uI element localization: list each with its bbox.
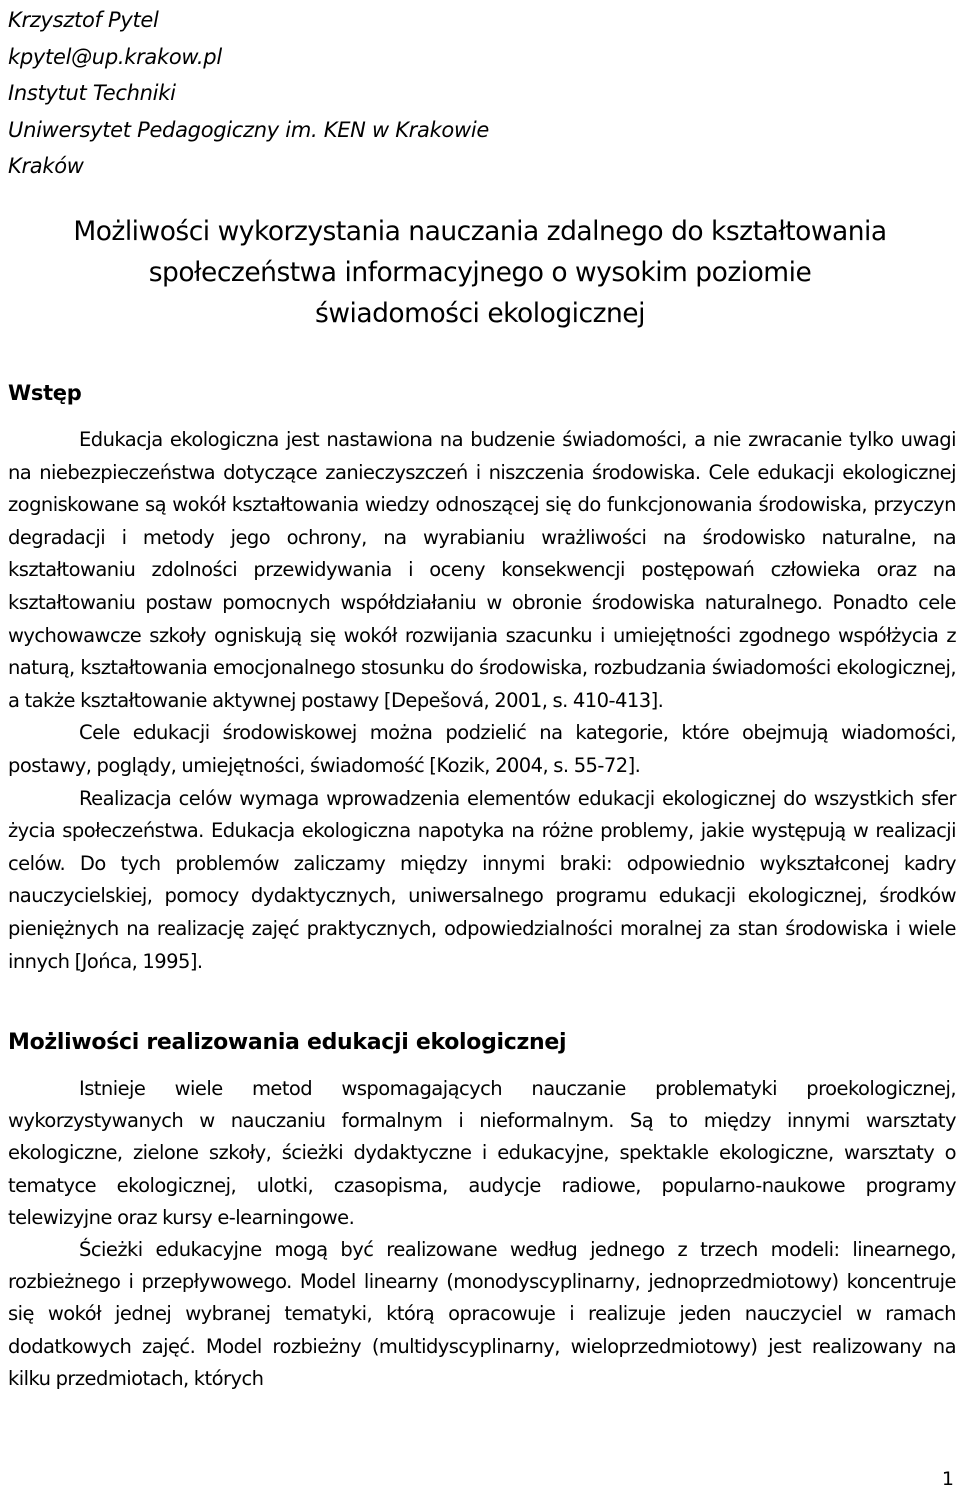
author-department: Instytut Techniki xyxy=(8,81,176,105)
page-number: 1 xyxy=(941,1468,954,1490)
paragraph: Ścieżki edukacyjne mogą być realizowane według jednego z trzech modeli: linearnego, rozbieżnego i przepływowego. Model linearny (monodyscyplinarny, jednoprzedmiotowy) koncentruje się wokół jednej wybranej tematyki, którą opracowuje i realizuje jeden nauczyciel w ramach dodatkowych zajęć. Model rozbieżny (multidyscyplinarny, wieloprzedmiotowy) jest realizowany na kilku przedmiotach, których xyxy=(8,1238,956,1390)
paper-title xyxy=(0,211,960,334)
paragraph: Realizacja celów wymaga wprowadzenia elementów edukacji ekologicznej do wszystkich sfer życia społeczeństwa. Edukacja ekologiczna napotyka na różne problemy, jakie występują w realizacji celów. Do tych problemów zaliczamy między innymi braki: odpowiednio wykształconej kadry nauczycielskiej, pomocy dydaktycznych, uniwersalnego programu edukacji ekologicznej, środków pieniężnych na realizację zajęć praktycznych, odpowiedzialności moralnej za stan środowiska i wiele innych [Jońca, 1995]. xyxy=(8,786,956,973)
title-line-2: społeczeństwa informacyjnego o wysokim poziomie xyxy=(148,257,812,288)
section-heading-possibilities: Możliwości realizowania edukacji ekologicznej xyxy=(8,1030,567,1055)
section-body-intro xyxy=(8,424,956,978)
author-email: kpytel@up.krakow.pl xyxy=(8,44,222,69)
author-block xyxy=(8,2,489,185)
paragraph: Istnieje wiele metod wspomagających nauczanie problematyki proekologicznej, wykorzystywanych w nauczaniu formalnym i nieformalnym. Są to między innymi warsztaty ekologiczne, zielone szkoły, ścieżki dydaktyczne i edukacyjne, spektakle ekologiczne, warsztaty o tematyce ekologicznej, ulotki, czasopisma, audycje radiowe, popularno-naukowe programy telewizyjne oraz kursy e-learningowe. xyxy=(8,1077,956,1229)
author-university: Uniwersytet Pedagogiczny im. KEN w Krakowie xyxy=(8,117,490,142)
paragraph: Edukacja ekologiczna jest nastawiona na budzenie świadomości, a nie zwracanie tylko uwagi na niebezpieczeństwa dotyczące zanieczyszczeń i niszczenia środowiska. Cele edukacji ekologicznej zogniskowane są wokół kształtowania wiedzy odnoszącej się do funkcjonowania środowiska, przyczyn degradacji i metody jego ochrony, na wyrabianiu wrażliwości na środowisko naturalne, na kształtowaniu zdolności przewidywania i oceny konsekwencji postępowań człowieka oraz na kształtowaniu postaw pomocnych współdziałaniu w obronie środowiska naturalnego. Ponadto cele wychowawcze szkoły ogniskują się wokół rozwijania szacunku i umiejętności zgodnego współżycia z naturą, kształtowania emocjonalnego stosunku do środowiska, rozbudzania świadomości ekologicznej, a także kształtowanie aktywnej postawy [Depešová, 2001, s. 410-413]. xyxy=(8,428,956,712)
title-line-3: świadomości ekologicznej xyxy=(315,298,645,329)
paragraph: Cele edukacji środowiskowej można podzielić na kategorie, które obejmują wiadomości, postawy, poglądy, umiejętności, świadomość [Kozik, 2004, s. 55-72]. xyxy=(8,721,956,777)
section-body-possibilities xyxy=(8,1073,956,1395)
title-line-1: Możliwości wykorzystania nauczania zdalnego do kształtowania xyxy=(73,216,887,247)
section-heading-intro: Wstęp xyxy=(8,381,82,405)
author-name: Krzysztof Pytel xyxy=(8,8,159,32)
author-city: Kraków xyxy=(8,154,84,178)
